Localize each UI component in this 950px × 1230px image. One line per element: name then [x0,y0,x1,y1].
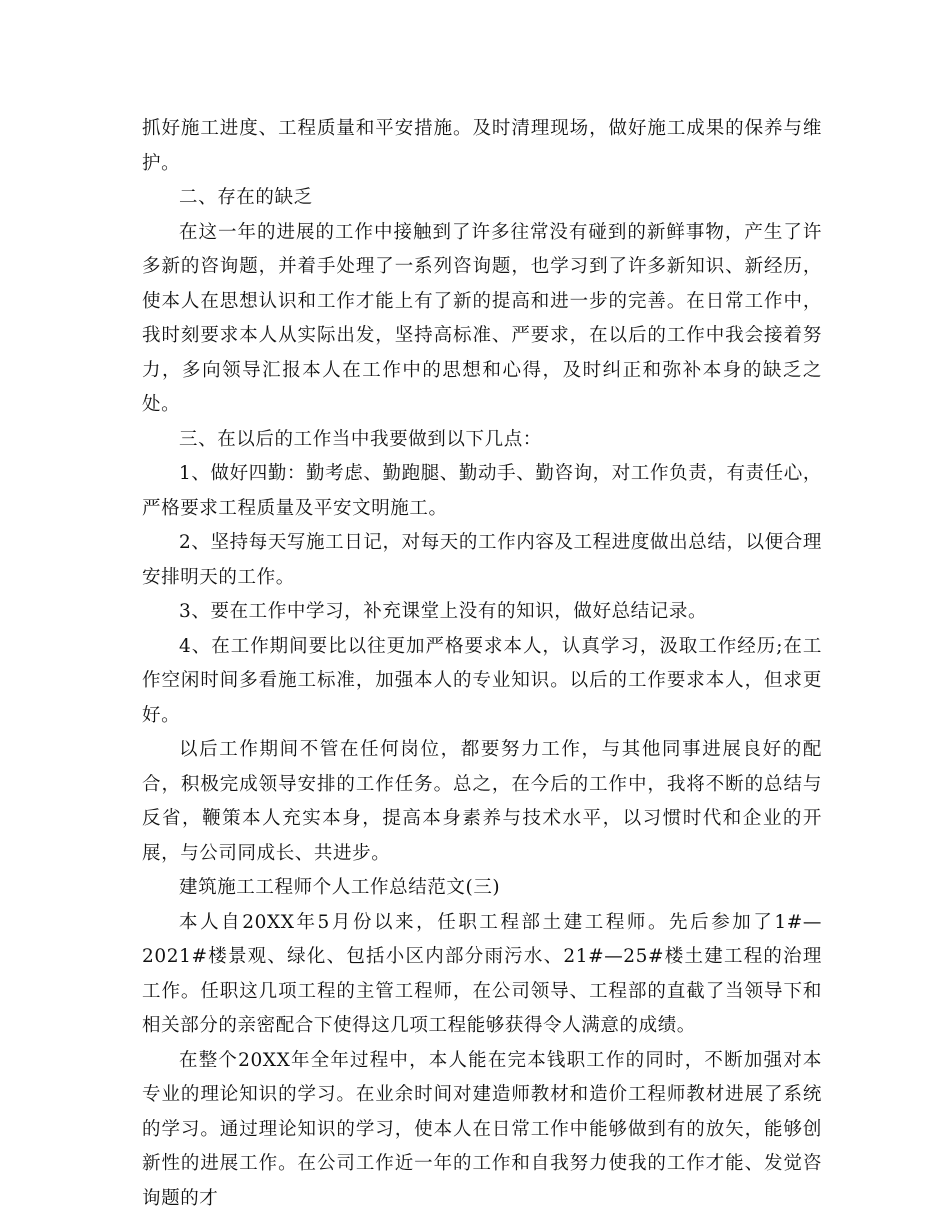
list-item: 2、坚持每天写施工日记，对每天的工作内容及工程进度做出总结，以便合理安排明天的工作。 [142,532,822,588]
document-page [142,112,822,1216]
paragraph: 以后工作期间不管在任何岗位，都要努力工作，与其他同事进展良好的配合，积极完成领导安排的工作任务。总之，在今后的工作中，我将不断的总结与反省，鞭策本人充实本身，提高本身素养与技术水平，以习惯时代和企业的开展，与公司同成长、共进步。 [142,739,822,864]
list-item: 1、做好四勤：勤考虑、勤跑腿、勤动手、勤咨询，对工作负责，有责任心，严格要求工程质量及平安文明施工。 [142,463,822,519]
list-item: 3、要在工作中学习，补充课堂上没有的知识，做好总结记录。 [179,601,708,622]
paragraph: 在整个20XX年全年过程中，本人能在完本钱职工作的同时，不断加强对本专业的理论知识的学习。在业余时间对建造师教材和造价工程师教材进展了系统的学习。通过理论知识的学习，使本人在日常工作中能够做到有的放矢，能够创新性的进展工作。在公司工作近一年的工作和自我努力使我的工作才能、发觉咨询题的才 [142,1049,822,1209]
list-item: 4、在工作期间要比以往更加严格要求本人，认真学习，汲取工作经历;在工作空闲时间多看施工标准，加强本人的专业知识。以后的工作要求本人，但求更好。 [142,635,822,726]
section-heading-future-plans: 三、在以后的工作当中我要做到以下几点： [179,428,542,450]
section-title-sample-three: 建筑施工工程师个人工作总结范文(三) [179,877,501,898]
paragraph: 本人自20XX年5月份以来，任职工程部土建工程师。先后参加了1#—2021#楼景观、绿化、包括小区内部分雨污水、21#—25#楼土建工程的治理工作。任职这几项工程的主管工程师，在公司领导、工程部的直截了当领导下和相关部分的亲密配合下使得这几项工程能够获得令人满意的成绩。 [142,911,822,1036]
section-heading-shortcomings: 二、存在的缺乏 [179,187,313,208]
paragraph-continuation: 抓好施工进度、工程质量和平安措施。及时清理现场，做好施工成果的保养与维护。 [142,118,822,174]
paragraph: 在这一年的进展的工作中接触到了许多往常没有碰到的新鲜事物，产生了许多新的咨询题，并着手处理了一系列咨询题，也学习到了许多新知识、新经历，使本人在思想认识和工作才能上有了新的提高和进一步的完善。在日常工作中，我时刻要求本人从实际出发，坚持高标准、严要求，在以后的工作中我会接着努力，多向领导汇报本人在工作中的思想和心得，及时纠正和弥补本身的缺乏之处。 [142,221,822,415]
